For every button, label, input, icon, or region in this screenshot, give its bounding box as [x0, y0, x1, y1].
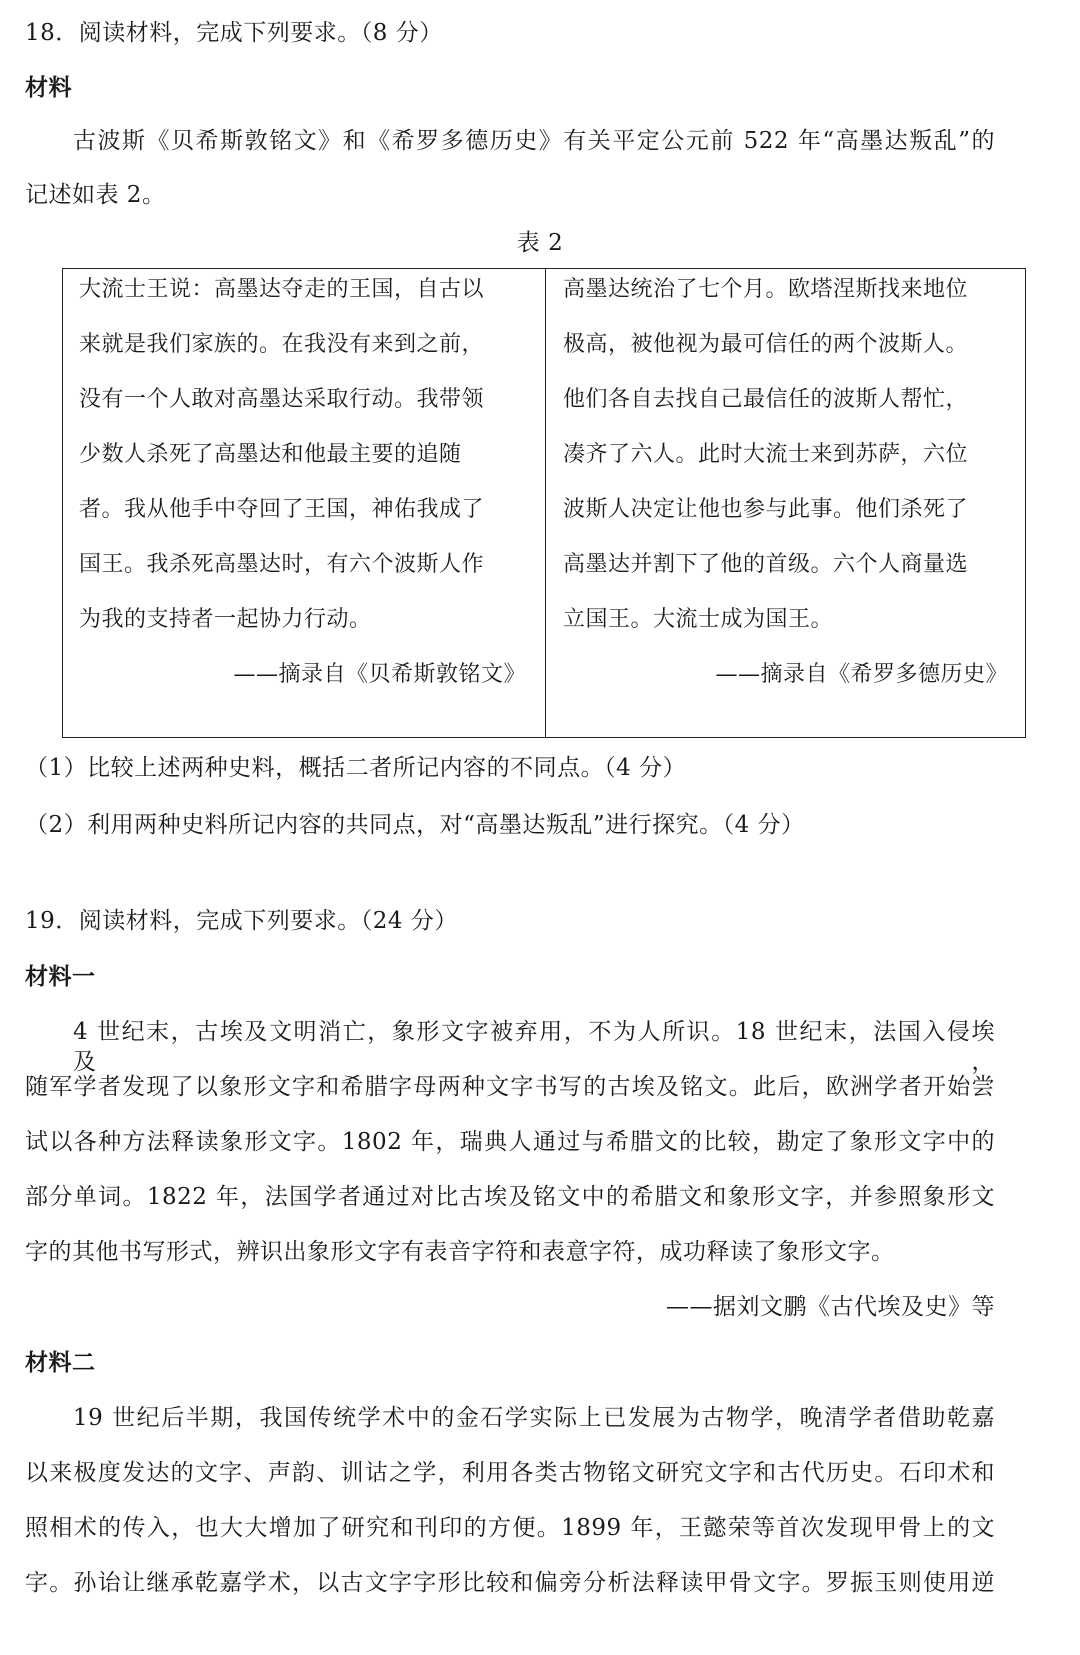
- q19-material1-source: ——据刘文鹏《古代埃及史》等: [666, 1294, 995, 1320]
- table-column-divider: [545, 268, 546, 738]
- q19-material2-label: 材料二: [25, 1350, 96, 1376]
- q19-material1-line: 4 世纪末，古埃及文明消亡，象形文字被弃用，不为人所识。18 世纪末，法国入侵埃及，: [73, 1019, 995, 1075]
- table-right-line: 凑齐了六人。此时大流士来到苏萨，六位: [563, 442, 969, 467]
- table-left-line: 为我的支持者一起协力行动。: [79, 607, 372, 632]
- table-caption: 表 2: [516, 230, 564, 256]
- q19-material1-line: 部分单词。1822 年，法国学者通过对比古埃及铭文中的希腊文和象形文字，并参照象形文: [25, 1184, 995, 1210]
- table-right-line: 高墨达统治了七个月。欧塔涅斯找来地位: [563, 277, 969, 302]
- table-left-line: 大流士王说：高墨达夺走的王国，自古以: [79, 277, 485, 302]
- q19-material2-line: 照相术的传入，也大大增加了研究和刊印的方便。1899 年，王懿荣等首次发现甲骨上的文: [25, 1515, 995, 1541]
- table-right-source: ——摘录自《希罗多德历史》: [715, 662, 1008, 687]
- q18-intro-line-1: 古波斯《贝希斯敦铭文》和《希罗多德历史》有关平定公元前 522 年“高墨达叛乱”的: [73, 128, 995, 154]
- q19-material2-line: 字。孙诒让继承乾嘉学术，以古文字字形比较和偏旁分析法释读甲骨文字。罗振玉则使用逆: [25, 1570, 995, 1596]
- q19-material2-line: 以来极度发达的文字、声韵、训诂之学，利用各类古物铭文研究文字和古代历史。石印术和: [25, 1460, 995, 1486]
- table-right-line: 他们各自去找自己最信任的波斯人帮忙，: [563, 387, 969, 412]
- q18-intro-line-2: 记述如表 2。: [25, 182, 166, 208]
- table-left-line: 者。我从他手中夺回了王国，神佑我成了: [79, 497, 485, 522]
- q19-material1-line: 字的其他书写形式，辨识出象形文字有表音字符和表意字符，成功释读了象形文字。: [25, 1239, 895, 1265]
- q18-question-2: （2）利用两种史料所记内容的共同点，对“高墨达叛乱”进行探究。（4 分）: [25, 812, 805, 838]
- q18-heading: 18．阅读材料，完成下列要求。（8 分）: [25, 20, 443, 46]
- q18-question-1: （1）比较上述两种史料，概括二者所记内容的不同点。（4 分）: [25, 755, 687, 781]
- q19-material1-line: 试以各种方法释读象形文字。1802 年，瑞典人通过与希腊文的比较，勘定了象形文字中的: [25, 1129, 995, 1155]
- q19-material1-label: 材料一: [25, 964, 96, 990]
- table-left-line: 没有一个人敢对高墨达采取行动。我带领: [79, 387, 485, 412]
- q19-material1-line: 随军学者发现了以象形文字和希腊字母两种文字书写的古埃及铭文。此后，欧洲学者开始尝: [25, 1074, 995, 1100]
- table-right-line: 极高，被他视为最可信任的两个波斯人。: [563, 332, 969, 357]
- table-right-line: 立国王。大流士成为国王。: [563, 607, 834, 632]
- table-right-line: 高墨达并割下了他的首级。六个人商量选: [563, 552, 969, 577]
- q19-material2-line: 19 世纪后半期，我国传统学术中的金石学实际上已发展为古物学，晚清学者借助乾嘉: [73, 1405, 995, 1431]
- q18-material-label: 材料: [25, 75, 72, 101]
- table-left-source: ——摘录自《贝希斯敦铭文》: [233, 662, 526, 687]
- table-left-line: 少数人杀死了高墨达和他最主要的追随: [79, 442, 462, 467]
- table-left-line: 来就是我们家族的。在我没有来到之前，: [79, 332, 485, 357]
- table-right-line: 波斯人决定让他也参与此事。他们杀死了: [563, 497, 969, 522]
- table-left-line: 国王。我杀死高墨达时，有六个波斯人作: [79, 552, 485, 577]
- q19-heading: 19．阅读材料，完成下列要求。（24 分）: [25, 908, 458, 934]
